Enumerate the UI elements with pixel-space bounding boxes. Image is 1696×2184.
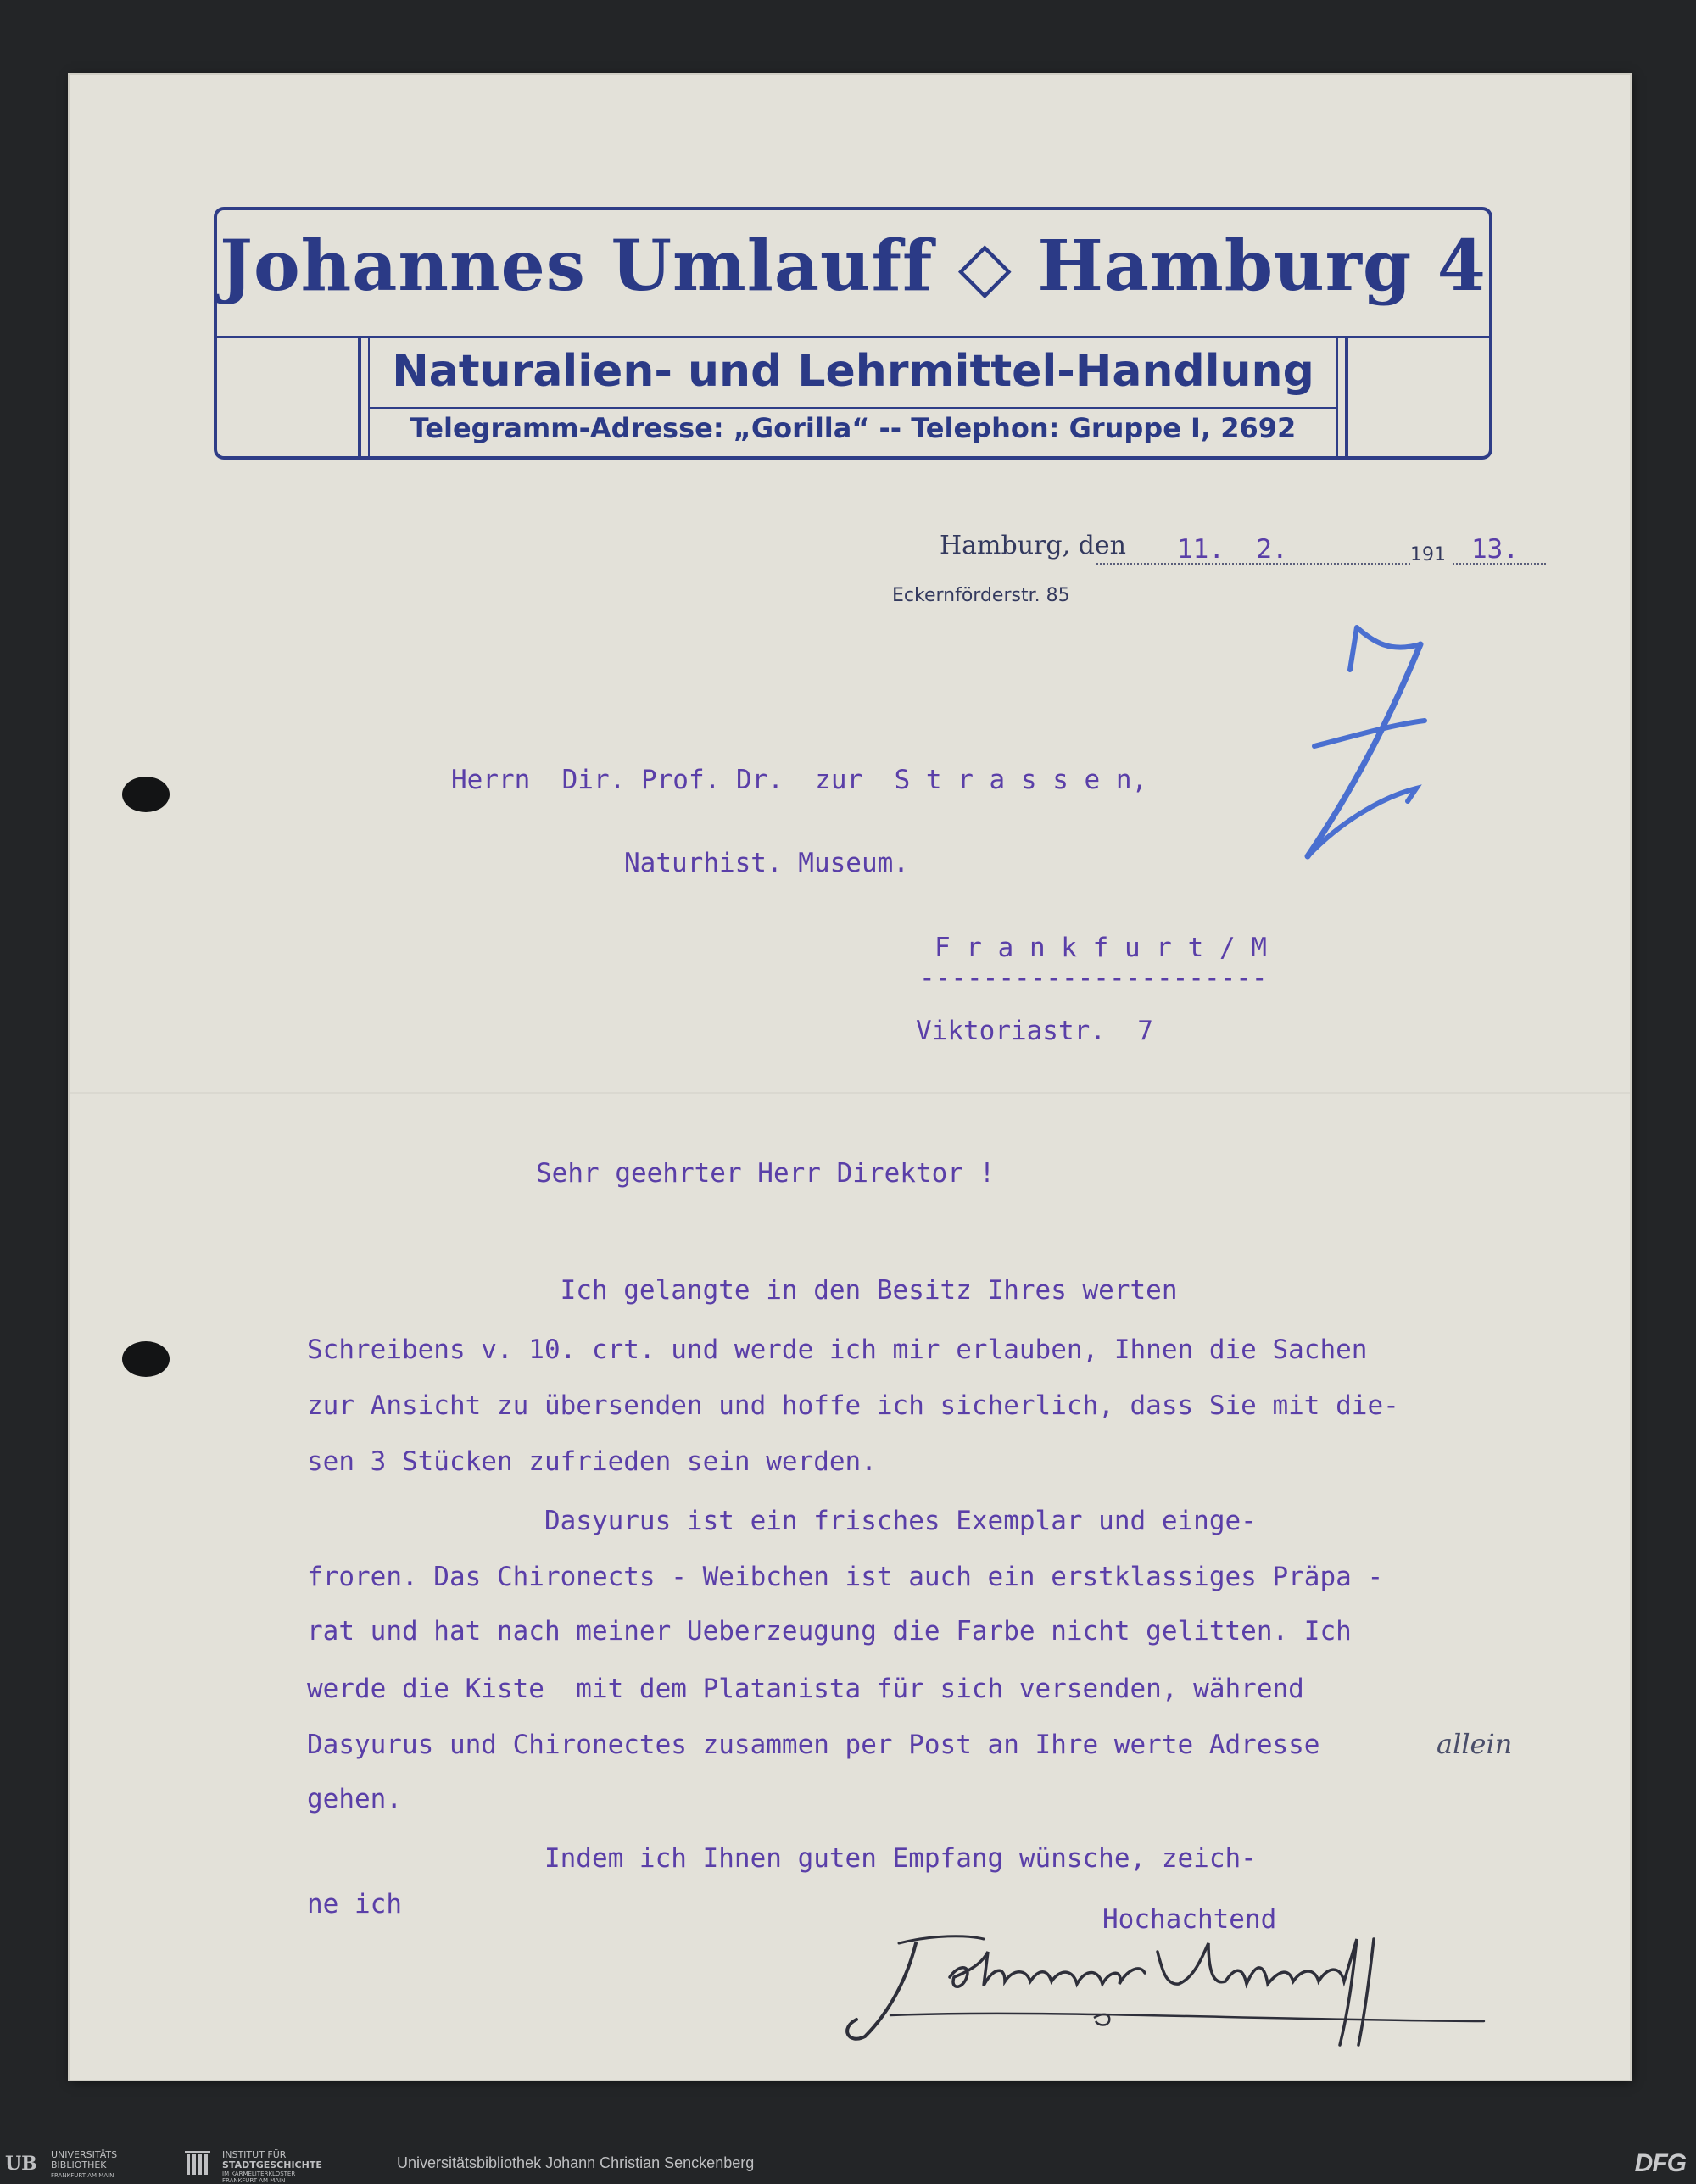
fold-crease — [70, 1092, 1630, 1094]
sender-street: Eckernförderstr. 85 — [892, 585, 1070, 606]
letterhead-telegram: Telegramm-Adresse: „Gorilla“ -- Telephon: Gruppe I, 2692 — [410, 412, 1297, 444]
letterhead-inner-box — [358, 337, 1348, 456]
body-line: Ich gelangte in den Besitz Ihres werten — [307, 1275, 1178, 1306]
letterhead-title: Johannes Umlauff ◇ Hamburg 4 — [220, 226, 1487, 307]
isg-text-line: IM KARMELITERKLOSTER — [222, 2170, 296, 2177]
recipient-street: Viktoriastr. 7 — [916, 1016, 1153, 1046]
isg-text-line: INSTITUT FÜR — [222, 2149, 287, 2160]
recipient-city-underline: ---------------------- — [919, 963, 1268, 994]
letterhead — [214, 207, 1492, 460]
footer-bar — [0, 2141, 1696, 2183]
punch-hole-top — [122, 777, 170, 812]
isg-logo-icon — [185, 2151, 214, 2176]
body-line: rat und hat nach meiner Ueberzeugung die Farbe nicht gelitten. Ich — [307, 1616, 1352, 1646]
letterhead-subtitle: Naturalien- und Lehrmittel-Handlung — [392, 346, 1314, 397]
isg-text — [222, 2150, 322, 2184]
ub-logo: UB — [5, 2153, 37, 2175]
closing: Hochachtend — [1102, 1904, 1277, 1935]
date-prefix: Hamburg, den — [940, 531, 1126, 560]
recipient-city: F r a n k f u r t / M — [934, 933, 1267, 963]
recipient-line-1: Herrn Dir. Prof. Dr. zur S t r a s s e n, — [451, 765, 1148, 795]
body-line: zur Ansicht zu übersenden und hoffe ich sicherlich, dass Sie mit die- — [307, 1390, 1399, 1421]
body-line: sen 3 Stücken zufrieden sein werden. — [307, 1446, 877, 1477]
ub-text-line: BIBLIOTHEK — [51, 2159, 107, 2170]
body-line: Schreibens v. 10. crt. und werde ich mir erlauben, Ihnen die Sachen — [307, 1334, 1368, 1365]
salutation: Sehr geehrter Herr Direktor ! — [536, 1158, 996, 1189]
ub-text-line: FRANKFURT AM MAIN — [51, 2172, 114, 2179]
isg-text-line: FRANKFURT AM MAIN — [222, 2177, 286, 2184]
date-year-prefix: 191 — [1410, 544, 1446, 566]
letterhead-sub-divider — [368, 407, 1338, 409]
ub-text — [51, 2150, 117, 2181]
body-line: Dasyurus ist ein frisches Exemplar und einge- — [307, 1506, 1257, 1536]
z-registry-mark — [1297, 619, 1433, 865]
body-line: werde die Kiste mit dem Platanista für sich versenden, während — [307, 1674, 1304, 1704]
footer-credit: Universitätsbibliothek Johann Christian Senckenberg — [397, 2154, 755, 2171]
body-line: froren. Das Chironects - Weibchen ist auch ein erstklassiges Präpa - — [307, 1562, 1384, 1592]
ub-text-line: UNIVERSITÄTS — [51, 2149, 118, 2160]
signature — [823, 1918, 1501, 2053]
date-day-month: 11. 2. — [1177, 534, 1288, 565]
body-line: ne ich — [307, 1889, 402, 1919]
body-line: Indem ich Ihnen guten Empfang wünsche, zeich- — [307, 1843, 1257, 1874]
body-line: Dasyurus und Chironectes zusammen per Post an Ihre werte Adresse — [307, 1730, 1320, 1760]
dfg-logo: DFG — [1634, 2149, 1686, 2177]
date-year-suffix: 13. — [1471, 534, 1519, 565]
recipient-line-2: Naturhist. Museum. — [624, 848, 909, 878]
punch-hole-bottom — [122, 1341, 170, 1377]
isg-text-line: STADTGESCHICHTE — [222, 2159, 322, 2170]
handwritten-insert: allein — [1437, 1728, 1513, 1760]
body-line: gehen. — [307, 1784, 402, 1814]
